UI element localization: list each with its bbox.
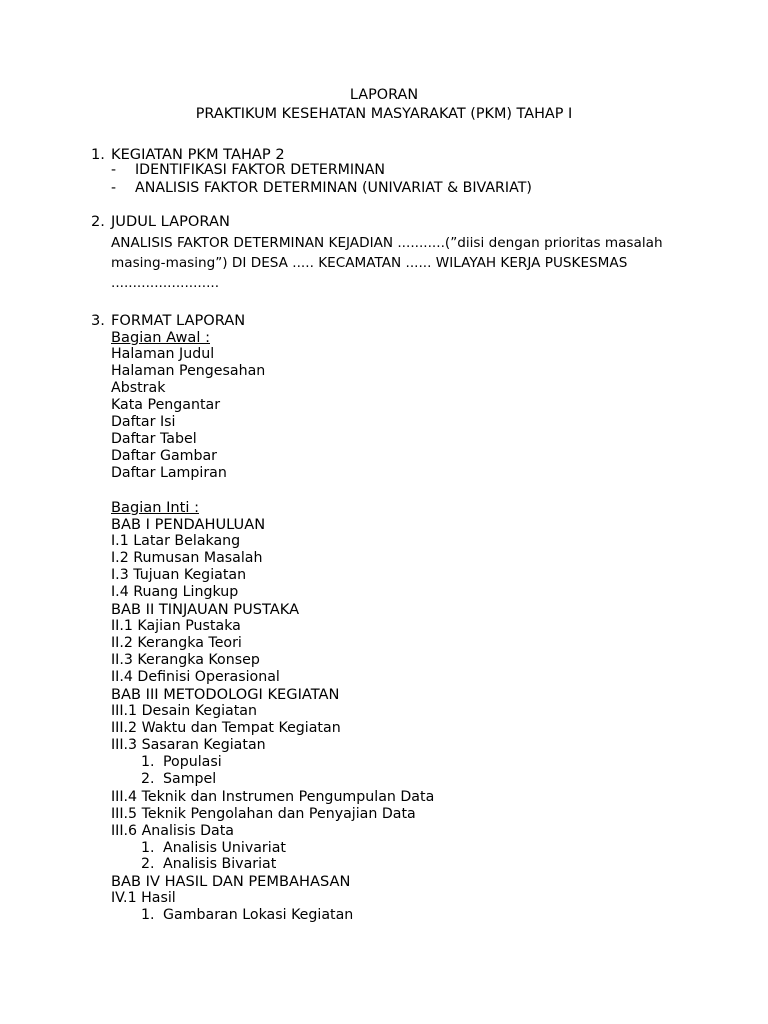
section-2-heading: JUDUL LAPORAN: [111, 213, 230, 230]
list-item: II.3 Kerangka Konsep: [111, 652, 260, 668]
list-item: Kata Pengantar: [111, 397, 221, 413]
bagian-inti-label: Bagian Inti :: [111, 499, 199, 516]
bab-2-title: BAB II TINJAUAN PUSTAKA: [111, 601, 300, 618]
section-3-heading: FORMAT LAPORAN: [111, 312, 246, 329]
section-1-heading: KEGIATAN PKM TAHAP 2: [111, 146, 285, 163]
section-1-number: 1.: [91, 146, 105, 163]
list-item: III.6 Analisis Data: [111, 823, 234, 839]
list-item: Daftar Tabel: [111, 431, 197, 447]
list-item: III.3 Sasaran Kegiatan: [111, 737, 266, 753]
sub-item-number: 2.: [141, 856, 155, 872]
list-item: Halaman Pengesahan: [111, 363, 266, 379]
list-item: II.4 Definisi Operasional: [111, 669, 280, 685]
section-2-paragraph: ANALISIS FAKTOR DETERMINAN KEJADIAN ...........(”diisi dengan prioritas masalah masing-masing”) DI DESA ..... KECAMATAN ...... WILAYAH KERJA PUSKESMAS .........................: [111, 235, 663, 291]
list-item: I.4 Ruang Lingkup: [111, 584, 239, 600]
bab-1-title: BAB I PENDAHULUAN: [111, 516, 266, 533]
list-item: IV.1 Hasil: [111, 890, 176, 906]
list-item: III.5 Teknik Pengolahan dan Penyajian Data: [111, 806, 416, 822]
list-item: III.4 Teknik dan Instrumen Pengumpulan Data: [111, 789, 435, 805]
sub-item-number: 1.: [141, 907, 155, 923]
list-item: II.2 Kerangka Teori: [111, 635, 242, 651]
list-item: I.3 Tujuan Kegiatan: [111, 567, 247, 583]
bab-3-title: BAB III METODOLOGI KEGIATAN: [111, 686, 340, 703]
bullet-marker: -: [111, 162, 117, 178]
list-item: I.2 Rumusan Masalah: [111, 550, 263, 566]
list-item: Daftar Lampiran: [111, 465, 227, 481]
section-1-bullet: IDENTIFIKASI FAKTOR DETERMINAN: [135, 162, 386, 178]
list-item: Daftar Gambar: [111, 448, 218, 464]
sub-item-number: 2.: [141, 771, 155, 787]
sub-item: Analisis Univariat: [163, 840, 286, 856]
report-subtitle: PRAKTIKUM KESEHATAN MASYARAKAT (PKM) TAHAP I: [195, 106, 573, 122]
list-item: II.1 Kajian Pustaka: [111, 618, 241, 634]
section-1-bullet: ANALISIS FAKTOR DETERMINAN (UNIVARIAT & BIVARIAT): [135, 180, 532, 196]
list-item: Halaman Judul: [111, 346, 215, 362]
list-item: Abstrak: [111, 380, 166, 396]
sub-item: Sampel: [163, 771, 217, 787]
bab-4-title: BAB IV HASIL DAN PEMBAHASAN: [111, 873, 351, 890]
list-item: Daftar Isi: [111, 414, 176, 430]
list-item: III.1 Desain Kegiatan: [111, 703, 257, 719]
list-item: I.1 Latar Belakang: [111, 533, 241, 549]
section-3-number: 3.: [91, 312, 105, 329]
sub-item: Gambaran Lokasi Kegiatan: [163, 907, 354, 923]
bullet-marker: -: [111, 180, 117, 196]
report-title: LAPORAN: [349, 87, 419, 103]
list-item: III.2 Waktu dan Tempat Kegiatan: [111, 720, 341, 736]
section-2-number: 2.: [91, 213, 105, 230]
sub-item-number: 1.: [141, 840, 155, 856]
bagian-awal-label: Bagian Awal :: [111, 329, 210, 346]
sub-item: Analisis Bivariat: [163, 856, 277, 872]
sub-item: Populasi: [163, 754, 222, 770]
sub-item-number: 1.: [141, 754, 155, 770]
